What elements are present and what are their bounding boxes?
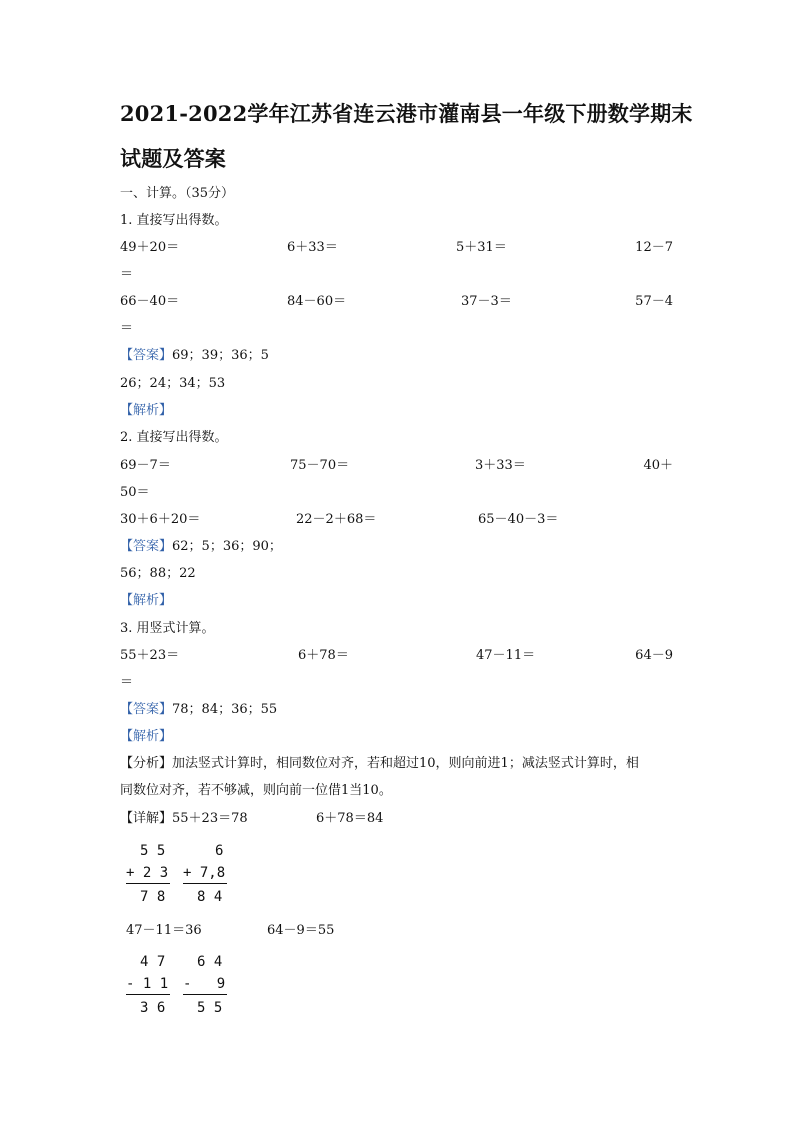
fenxi-text: 加法竖式计算时，相同数位对齐，若和超过10，则向前进1；减法竖式计算时，相 (172, 756, 639, 771)
q2-expr: 3＋33＝ (475, 458, 526, 473)
answer-values: 62；5；36；90； (172, 539, 282, 554)
vertical-rule (183, 883, 227, 884)
q2-expr: 75－70＝ (290, 458, 350, 473)
q1-expr-wrap: ＝ (120, 321, 134, 336)
vertical-mid: + 2 3 (126, 865, 169, 881)
question-3-label: 3. 用竖式计算。 (120, 621, 215, 636)
q1-analysis-tag: 【解析】 (120, 403, 173, 418)
q3-answer (120, 698, 277, 717)
q3-expr: 55＋23＝ (120, 648, 180, 663)
q2-expr: 22－2＋68＝ (296, 512, 377, 527)
q2-answer (120, 535, 282, 554)
vertical-rule (126, 994, 170, 995)
vertical-top: 6 (215, 843, 224, 859)
vertical-top: 4 7 (140, 954, 166, 970)
vertical-result: 8 4 (197, 889, 223, 905)
vertical-calc-64-minus-9 (183, 954, 229, 1020)
question-1-label: 1. 直接写出得数。 (120, 213, 228, 228)
q3-fenxi (120, 752, 639, 771)
q3-detail (120, 807, 248, 826)
q3-expr-wrap: ＝ (120, 675, 134, 690)
document-title-line-2: 试题及答案 (120, 146, 226, 171)
vertical-calc-47-minus-11 (126, 954, 172, 1020)
vertical-top: 5 5 (140, 843, 166, 859)
vertical-rule (126, 883, 170, 884)
answer-tag: 【答案】 (120, 539, 173, 554)
q2-expr: 30＋6＋20＝ (120, 512, 201, 527)
answer-tag: 【答案】 (120, 348, 173, 363)
vertical-rule (183, 994, 227, 995)
q1-expr: 66－40＝ (120, 294, 180, 309)
q2-expr-wrap: 50＝ (120, 485, 150, 500)
fenxi-tag: 【分析】 (120, 756, 173, 771)
q2-answer-line-2: 56；88；22 (120, 566, 196, 581)
detail-tag: 【详解】 (120, 811, 173, 826)
vertical-mid: - 9 (183, 976, 226, 992)
q2-analysis-tag: 【解析】 (120, 593, 173, 608)
detail-equation: 55＋23＝78 (172, 811, 248, 826)
q1-expr: 57－4 (635, 294, 673, 309)
q3-expr: 64－9 (635, 648, 673, 663)
answer-tag: 【答案】 (120, 702, 173, 717)
q1-answer-line-2: 26；24；34；53 (120, 376, 226, 391)
q1-expr: 84－60＝ (287, 294, 347, 309)
q3-fenxi-line-2: 同数位对齐，若不够减，则向前一位借1当10。 (120, 783, 392, 798)
q1-expr: 37－3＝ (461, 294, 512, 309)
q3-expr: 47－11＝ (476, 648, 536, 663)
detail-equation: 6＋78＝84 (316, 811, 384, 826)
vertical-result: 5 5 (197, 1000, 223, 1016)
q1-expr: 6＋33＝ (287, 240, 338, 255)
detail-equation: 47－11＝36 (126, 923, 202, 938)
q1-expr: 5＋31＝ (456, 240, 507, 255)
question-2-label: 2. 直接写出得数。 (120, 430, 228, 445)
document-title-line-1: 2021-2022学年江苏省连云港市灌南县一年级下册数学期末 (120, 101, 693, 126)
q1-expr: 12－7 (635, 240, 673, 255)
q1-expr: 49＋20＝ (120, 240, 180, 255)
q3-expr: 6＋78＝ (298, 648, 349, 663)
vertical-result: 7 8 (140, 889, 166, 905)
detail-equation: 64－9＝55 (267, 923, 335, 938)
vertical-top: 6 4 (197, 954, 223, 970)
q2-expr: 65－40－3＝ (478, 512, 559, 527)
q3-analysis-tag: 【解析】 (120, 729, 173, 744)
vertical-mid: - 1 1 (126, 976, 169, 992)
vertical-result: 3 6 (140, 1000, 166, 1016)
q2-expr: 40＋ (643, 458, 673, 473)
answer-values: 69；39；36；5 (172, 348, 269, 363)
vertical-calc-55-plus-23 (126, 843, 172, 909)
q2-expr: 69－7＝ (120, 458, 171, 473)
answer-values: 78；84；36；55 (172, 702, 278, 717)
vertical-mid: + 7,8 (183, 865, 226, 881)
section-heading: 一、计算。（35分） (120, 186, 235, 201)
vertical-calc-6-plus-78 (183, 843, 229, 909)
q1-expr-wrap: ＝ (120, 267, 134, 282)
q1-answer (120, 344, 269, 363)
